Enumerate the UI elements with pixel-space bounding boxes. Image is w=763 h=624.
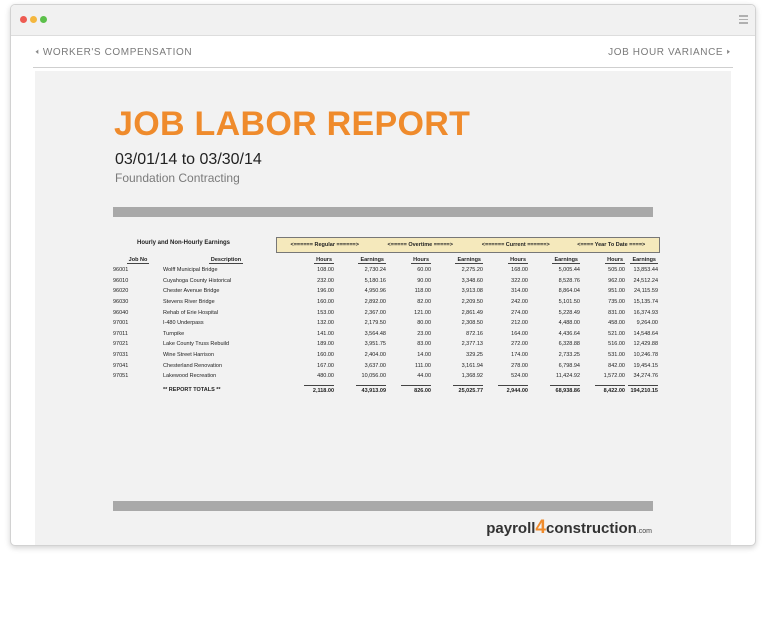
totals-cell [386,382,431,396]
totals-value: 826.00 [401,385,431,394]
arrow-right-icon: 🢒 [726,47,731,58]
totals-cell [580,382,625,396]
value-cell: 3,161.94 [461,362,483,369]
totals-cell [289,382,334,396]
title-bar [11,5,755,36]
value-cell: 212.00 [511,320,528,327]
nav-next-link[interactable] [608,45,731,62]
value-cell: 14.00 [417,352,431,359]
group-current: <====== Current ======> [481,242,550,248]
value-cell: 19,454.15 [633,362,658,369]
value-cell: 329.25 [466,352,483,359]
totals-value: 43,913.09 [356,385,386,394]
value-cell: 8,864.04 [558,288,580,295]
job-number-cell: 97011 [113,330,128,337]
totals-cell [528,382,580,396]
column-header-label: Hours [413,257,429,263]
column-header [483,255,528,265]
value-cell: 524.00 [511,373,528,380]
table-row [113,265,658,276]
value-cell: 872.16 [466,330,483,337]
value-cell: 6,798.94 [558,362,580,369]
value-cell: 4,950.96 [364,288,386,295]
nav-prev-link[interactable] [35,45,192,62]
description-cell: Chester Avenue Bridge [163,288,220,295]
logo-text-construction: construction [545,520,637,537]
table-row [113,276,658,287]
column-header-label: Hours [607,257,623,263]
column-group-bar [276,237,660,253]
value-cell: 962.00 [608,277,625,284]
description-cell: Wolff Municipal Bridge [163,267,218,274]
value-cell: 160.00 [317,299,334,306]
value-cell: 2,209.50 [461,299,483,306]
value-cell: 278.00 [511,362,528,369]
value-cell: 83.00 [417,341,431,348]
value-cell: 196.00 [317,288,334,295]
value-cell: 3,348.60 [461,277,483,284]
value-cell: 951.00 [608,288,625,295]
totals-cell [334,382,386,396]
value-cell: 5,101.50 [558,299,580,306]
totals-value: 2,944.00 [498,385,528,394]
value-cell: 5,228.49 [558,309,580,316]
value-cell: 735.00 [608,299,625,306]
value-cell: 23.00 [417,330,431,337]
value-cell: 322.00 [511,277,528,284]
section-label: Hourly and Non-Hourly Earnings [137,240,231,246]
table-row [113,329,658,340]
value-cell: 232.00 [317,277,334,284]
description-cell: Wine Street Harrison [163,352,215,359]
value-cell: 13,853.44 [633,267,658,274]
column-header [113,255,163,265]
value-cell: 160.00 [317,352,334,359]
value-cell: 314.00 [511,288,528,295]
job-number-cell: 96040 [113,309,129,316]
value-cell: 3,913.08 [461,288,483,295]
value-cell: 174.00 [511,352,528,359]
column-header [163,255,289,265]
value-cell: 4,436.64 [558,330,580,337]
value-cell: 272.00 [511,341,528,348]
table-row [113,307,658,318]
column-header [580,255,625,265]
arrow-left-icon: 🢐 [35,47,40,58]
value-cell: 60.00 [417,267,431,274]
value-cell: 111.00 [414,362,431,369]
value-cell: 2,404.00 [364,352,386,359]
value-cell: 12,429.88 [633,341,658,348]
column-header-label: Job No [128,257,148,263]
job-labor-table [113,255,658,395]
totals-value: 194,210.15 [628,385,658,394]
logo-text-payroll: payroll [486,520,536,537]
value-cell: 189.00 [317,341,334,348]
job-number-cell: 96030 [113,299,129,306]
table-row [113,360,658,371]
value-cell: 274.00 [511,309,528,316]
group-regular: <====== Regular ======> [290,242,359,248]
totals-cell [483,382,528,396]
value-cell: 831.00 [608,309,625,316]
value-cell: 842.00 [608,362,625,369]
value-cell: 90.00 [417,277,431,284]
table-row [113,350,658,361]
value-cell: 108.00 [317,267,334,274]
value-cell: 3,637.00 [364,362,386,369]
value-cell: 11,424.92 [555,373,580,380]
value-cell: 505.00 [608,267,625,274]
value-cell: 164.00 [511,330,528,337]
value-cell: 1,572.00 [603,373,625,380]
company-name: Foundation Contracting [115,171,240,185]
divider-top [113,207,653,217]
description-cell: Lakewood Recreation [163,373,217,380]
value-cell: 2,730.24 [364,267,386,274]
logo-text-four: 4 [535,517,546,538]
value-cell: 2,892.00 [364,299,386,306]
minimize-window-button[interactable] [30,16,37,23]
value-cell: 5,180.16 [364,277,386,284]
column-header-label: Earnings [360,257,384,263]
value-cell: 141.00 [317,330,334,337]
value-cell: 44.00 [417,373,431,380]
value-cell: 10,056.00 [361,373,386,380]
job-number-cell: 97001 [113,320,129,327]
column-header-label: Earnings [457,257,481,263]
totals-cell [113,382,163,396]
description-cell: Stevens River Bridge [163,299,215,306]
column-header [431,255,483,265]
value-cell: 24,115.59 [633,288,658,295]
table-row [113,339,658,350]
job-number-cell: 97051 [113,373,129,380]
value-cell: 521.00 [608,330,625,337]
value-cell: 5,005.44 [558,267,580,274]
totals-value: 25,025.77 [453,385,483,394]
job-number-cell: 96001 [113,267,129,274]
value-cell: 4,488.00 [558,320,580,327]
totals-row [113,382,658,396]
value-cell: 82.00 [417,299,431,306]
value-cell: 2,367.00 [364,309,386,316]
payroll4construction-logo [486,517,652,539]
report-navigation [33,41,733,68]
totals-value: 2,118.00 [304,385,334,394]
value-cell: 480.00 [317,373,334,380]
value-cell: 10,246.78 [633,352,658,359]
description-cell: I-480 Underpass [163,320,204,327]
job-number-cell: 97031 [113,352,129,359]
menu-icon[interactable] [739,15,748,26]
table-row [113,297,658,308]
table-body [113,265,658,395]
value-cell: 132.00 [317,320,334,327]
browser-window [10,4,756,546]
nav-prev-label: WORKER'S COMPENSATION [42,47,193,58]
value-cell: 531.00 [608,352,625,359]
job-number-cell: 97041 [113,362,129,369]
table-header-row [113,255,658,265]
value-cell: 1,368.92 [461,373,483,380]
value-cell: 2,377.13 [461,341,483,348]
value-cell: 242.00 [511,299,528,306]
job-number-cell: 97021 [113,341,129,348]
column-header-label: Earnings [632,257,656,263]
value-cell: 14,548.64 [633,330,658,337]
column-header [528,255,580,265]
column-header [334,255,386,265]
logo-text-com: .com [636,528,652,535]
value-cell: 80.00 [417,320,431,327]
totals-label: ** REPORT TOTALS ** [163,386,221,393]
value-cell: 153.00 [317,309,334,316]
value-cell: 516.00 [608,341,625,348]
value-cell: 6,328.88 [558,341,580,348]
totals-value: 68,938.86 [550,385,580,394]
table-row [113,371,658,382]
description-cell: Rehab of Erie Hospital [163,309,219,316]
description-cell: Cuyahoga County Historical [163,277,232,284]
column-header-label: Hours [510,257,526,263]
description-cell: Chesterland Renovation [163,362,223,369]
value-cell: 118.00 [414,288,431,295]
group-year-to-date: <==== Year To Date ====> [577,242,646,248]
value-cell: 3,564.48 [364,330,386,337]
value-cell: 2,733.25 [558,352,580,359]
value-cell: 458.00 [608,320,625,327]
value-cell: 121.00 [414,309,431,316]
nav-next-label: JOB HOUR VARIANCE [608,47,724,58]
value-cell: 167.00 [317,362,334,369]
divider-bottom [113,501,653,511]
totals-cell [625,382,658,396]
value-cell: 168.00 [511,267,528,274]
maximize-window-button[interactable] [40,16,47,23]
column-header-label: Description [210,257,242,263]
column-header [386,255,431,265]
value-cell: 2,861.49 [461,309,483,316]
report-title: JOB LABOR REPORT [114,105,471,143]
column-header [625,255,658,265]
column-header [289,255,334,265]
description-cell: Lake County Truss Rebuild [163,341,230,348]
table-row [113,286,658,297]
value-cell: 34,274.76 [633,373,658,380]
report-document [35,71,731,545]
description-cell: Turnpike [163,330,185,337]
value-cell: 2,179.50 [364,320,386,327]
group-overtime: <===== Overtime =====> [387,242,453,248]
value-cell: 2,308.50 [461,320,483,327]
value-cell: 16,374.93 [633,309,658,316]
totals-value: 8,422.00 [595,385,625,394]
value-cell: 8,528.76 [558,277,580,284]
value-cell: 24,512.24 [633,277,658,284]
totals-cell [431,382,483,396]
column-header-label: Earnings [554,257,578,263]
table-row [113,318,658,329]
value-cell: 15,135.74 [633,299,658,306]
value-cell: 9,264.00 [636,320,658,327]
value-cell: 2,275.20 [461,267,483,274]
report-date-range: 03/01/14 to 03/30/14 [115,151,262,168]
job-number-cell: 96010 [113,277,129,284]
close-window-button[interactable] [20,16,27,23]
job-number-cell: 96020 [113,288,129,295]
column-header-label: Hours [316,257,332,263]
value-cell: 3,951.75 [364,341,386,348]
